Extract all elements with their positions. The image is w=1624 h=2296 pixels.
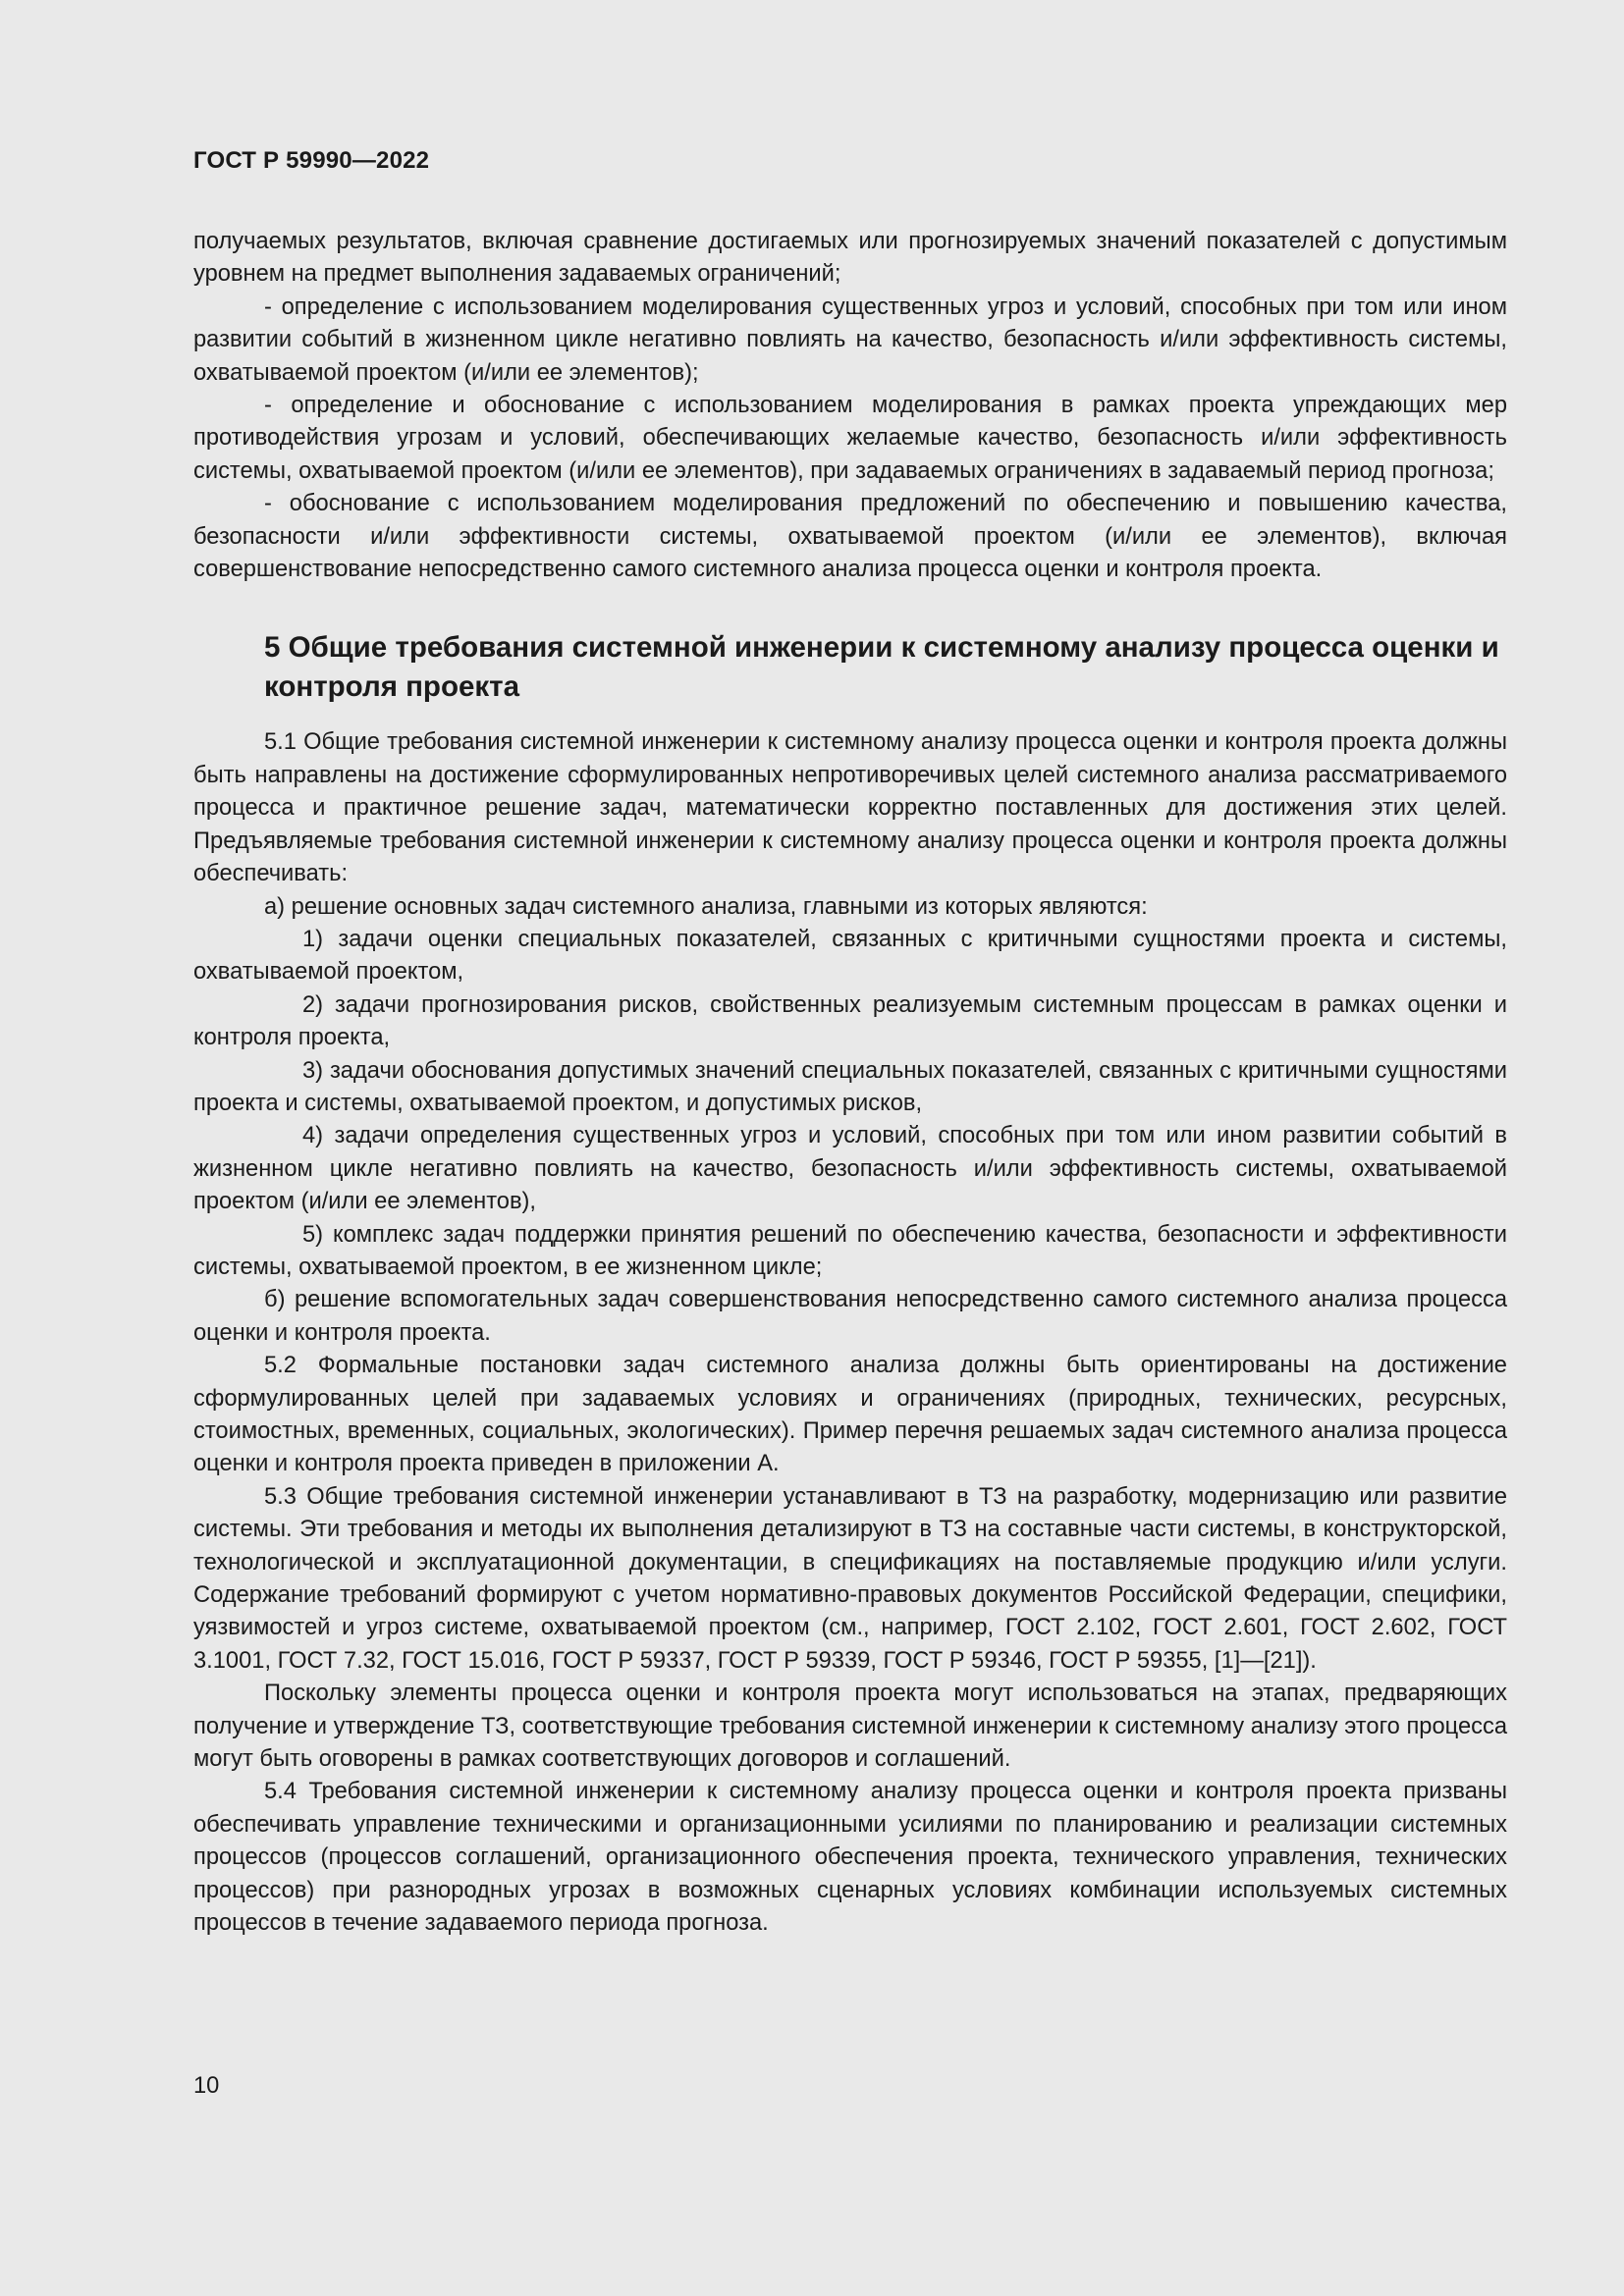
paragraph-continuation: получаемых результатов, включая сравнение достигаемых или прогнозируемых значений показателей с допустимым уровнем на предмет выполнения задаваемых ограничений;: [193, 229, 1507, 288]
sub-list-item: 3) задачи обоснования допустимых значений специальных показателей, связанных с критичными сущностями проекта и системы, охватываемой проектом, и допустимых рисков,: [193, 1057, 1507, 1116]
sub-list-item: 1) задачи оценки специальных показателей, связанных с критичными сущностями проекта и системы, охватываемой проектом,: [193, 926, 1507, 986]
list-item-b: б) решение вспомогательных задач совершенствования непосредственно самого системного анализа процесса оценки и контроля проекта.: [193, 1287, 1507, 1346]
document-body: [193, 226, 1507, 1941]
paragraph-5-4: 5.4 Требования системной инженерии к системному анализу процесса оценки и контроля проекта призваны обеспечивать управление техническими и организационными усилиями по планированию и реализации системных процессов (процессов соглашений, организационного обеспечения проекта, технического управления, технических процессов) при разнородных угрозах в возможных сценарных условиях комбинации используемых системных процессов в течение задаваемого периода прогноза.: [193, 1779, 1507, 1937]
bullet-item: - определение с использованием моделирования существенных угроз и условий, способных при том или ином развитии событий в жизненном цикле негативно повлиять на качество, безопасность и/или эффективность системы, охватываемой проектом (и/или ее элементов);: [193, 294, 1507, 386]
paragraph-5-3-continuation: Поскольку элементы процесса оценки и контроля проекта могут использоваться на этапах, предваряющих получение и утверждение ТЗ, соответствующие требования системной инженерии к системному анализу этого процесса могут быть оговорены в рамках соответствующих договоров и соглашений.: [193, 1681, 1507, 1773]
list-item-a: а) решение основных задач системного анализа, главными из которых являются:: [264, 893, 1148, 920]
sub-list-item: 4) задачи определения существенных угроз и условий, способных при том или ином развитии событий в жизненном цикле негативно повлиять на качество, безопасность и/или эффективность системы, охватываемой проектом (и/или ее элементов),: [193, 1123, 1507, 1215]
paragraph-5-1: 5.1 Общие требования системной инженерии к системному анализу процесса оценки и контроля проекта должны быть направлены на достижение сформулированных непротиворечивых целей системного анализа рассматриваемого процесса и практичное решение задач, математически корректно поставленных для достижения этих целей. Предъявляемые требования системной инженерии к системному анализу процесса оценки и контроля проекта должны обеспечивать:: [193, 729, 1507, 887]
section-heading: 5 Общие требования системной инженерии к системному анализу процесса оценки и контроля проекта: [264, 631, 1499, 704]
document-header: ГОСТ Р 59990—2022: [193, 147, 430, 174]
paragraph-5-3: 5.3 Общие требования системной инженерии устанавливают в ТЗ на разработку, модернизацию или развитие системы. Эти требования и методы их выполнения детализируют в ТЗ на составные части системы, в конструкторской, технологической и эксплуатационной документации, в спецификациях на поставляемые продукцию и/или услуги. Содержание требований формируют с учетом нормативно-правовых документов Российской Федерации, специфики, уязвимостей и угроз системе, охватываемой проектом (см., например, ГОСТ 2.102, ГОСТ 2.601, ГОСТ 2.602, ГОСТ 3.1001, ГОСТ 7.32, ГОСТ 15.016, ГОСТ Р 59337, ГОСТ Р 59339, ГОСТ Р 59346, ГОСТ Р 59355, [1]—[21]).: [193, 1483, 1507, 1674]
bullet-item: - определение и обоснование с использованием моделирования в рамках проекта упреждающих мер противодействия угрозам и условий, обеспечивающих желаемые качество, безопасность и/или эффективность системы, охватываемой проектом (и/или ее элементов), при задаваемых ограничениях в задаваемый период прогноза;: [193, 393, 1507, 484]
paragraph-5-2: 5.2 Формальные постановки задач системного анализа должны быть ориентированы на достижение сформулированных целей при задаваемых условиях и ограничениях (природных, технических, ресурсных, стоимостных, временных, социальных, экологических). Пример перечня решаемых задач системного анализа процесса оценки и контроля проекта приведен в приложении А.: [193, 1353, 1507, 1477]
sub-list-item: 2) задачи прогнозирования рисков, свойственных реализуемым системным процессам в рамках оценки и контроля проекта,: [193, 991, 1507, 1051]
sub-list-item: 5) комплекс задач поддержки принятия решений по обеспечению качества, безопасности и эффективности системы, охватываемой проектом, в ее жизненном цикле;: [193, 1221, 1507, 1280]
bullet-item: - обоснование с использованием моделирования предложений по обеспечению и повышению качества, безопасности и/или эффективности системы, охватываемой проектом (и/или ее элементов), включая совершенствование непосредственно самого системного анализа процесса оценки и контроля проекта.: [193, 491, 1507, 583]
page-number: 10: [193, 2073, 220, 2099]
